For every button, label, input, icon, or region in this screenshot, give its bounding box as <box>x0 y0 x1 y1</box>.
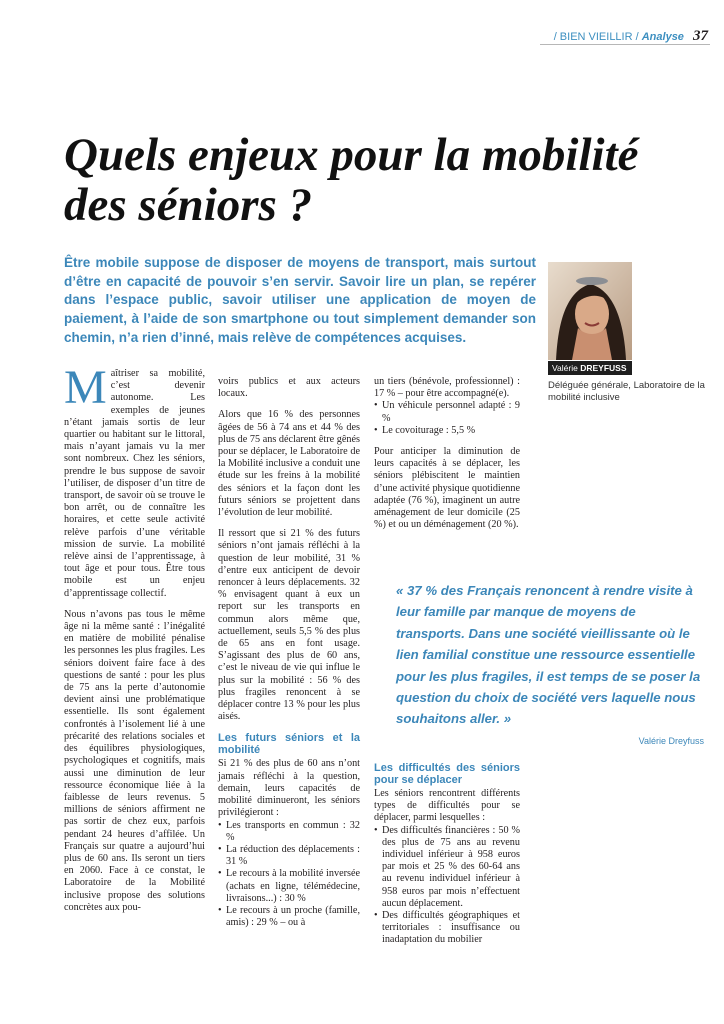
col1-paragraph-1 <box>64 361 205 600</box>
drop-cap: M <box>64 361 107 414</box>
column-2 <box>218 376 360 938</box>
page-number: 37 <box>693 28 708 44</box>
author-photo <box>548 262 632 360</box>
col2-paragraph-3: Il ressort que si 21 % des futurs séniors n’ont jamais réfléchi à la question de leur mobilité, 31 % d’entre eux anticipent de devoir renoncer à leurs déplacements. 32 % envisagent quant à eux un report sur les transports en commun alors même que, actuellement, seuls 5,5 % des plus de 65 ans en font usage. S’agissant des plus de 60 ans, c’est le niveau de vie qui influe le plus sur la mobilité : 56 % des plus fragiles renoncent à se déplacer contre 13 % pour les plus aisés. <box>218 528 360 723</box>
author-role: Déléguée générale, Laboratoire de la mobilité inclusive <box>548 380 705 403</box>
page-header <box>554 28 708 45</box>
list-item: • Le recours à un proche (famille, amis) : 29 % – ou à <box>218 905 360 929</box>
author-last-name: DREYFUSS <box>580 363 627 373</box>
column-4 <box>374 762 520 956</box>
header-subsection: Analyse <box>641 31 684 43</box>
header-section: / BIEN VIEILLIR / <box>553 31 639 43</box>
quote-signature: Valérie Dreyfuss <box>638 736 704 746</box>
article-title: Quels enjeux pour la mobilité des séniors ? <box>64 129 639 231</box>
article-lead: Être mobile suppose de disposer de moyens de transport, mais surtout d’être en capacité de pouvoir s’en servir. Savoir lire un plan, se repérer dans l’espace public, savoir utiliser une application de moyen de paiement, à l’aide de son smartphone ou tout simplement demander son chemin, n’a rien d’inné, mais relève de compétences acquises. <box>64 255 536 345</box>
pull-quote: « 37 % des Français renoncent à rendre visite à leur famille par manque de moyens de transports. Dans une société vieillissante où le lien familial constitue une ressource essentielle pour les plus fragiles, il est temps de se poser la question du choix de société vers laquelle nous souhaitons aller. » <box>396 583 701 727</box>
column-3 <box>374 376 520 540</box>
col2-paragraph-4: Si 21 % des plus de 60 ans n’ont jamais réfléchi à la question, demain, leurs capacités de mobilité diminueront, les séniors privilégieront : <box>218 758 360 819</box>
author-first-name: Valérie <box>552 363 578 373</box>
col3-bullet-list <box>374 400 520 437</box>
col2-heading: Les futurs séniors et la mobilité <box>218 732 360 757</box>
col4-bullet-list <box>374 825 520 947</box>
col2-bullet-list <box>218 820 360 930</box>
col2-paragraph-1: voirs publics et aux acteurs locaux. <box>218 376 360 400</box>
author-portrait-icon <box>548 262 632 360</box>
list-item: • Des difficultés géographiques et territoriales : insuffisance ou inadaptation du mobilier <box>374 910 520 947</box>
list-item: • Le recours à la mobilité inversée (achats en ligne, télémédecine, livraisons...) : 30 % <box>218 868 360 905</box>
col4-paragraph-1: Les séniors rencontrent différents types de difficultés pour se déplacer, parmi lesquelles : <box>374 788 520 824</box>
list-item: • Le covoiturage : 5,5 % <box>374 425 520 437</box>
list-item: • La réduction des déplacements : 31 % <box>218 844 360 868</box>
author-name-bar <box>548 361 632 375</box>
col3-paragraph-2: Pour anticiper la diminution de leurs capacités à se déplacer, les séniors plébiscitent le maintien d’une activité physique quotidienne adaptée (76 %), imaginent un autre aménagement de leur domicile (25 %) et ou un déménagement (20 %). <box>374 446 520 531</box>
list-item: • Des difficultés financières : 50 % des plus de 75 ans au revenu individuel inférieur à 958 euros par mois et 25 % des 60-64 ans au revenu individuel inférieur à 958 euros par mois n’effectuent aucun déplacement. <box>374 825 520 910</box>
col1-paragraph-2: Nous n’avons pas tous le même âge ni la même santé : l’inégalité en matière de mobilité pénalise les personnes les plus fragiles. Les séniors doivent faire face à des questions de santé : pour les plus de 75 ans la perte d’autonomie devient ainsi une problématique essentielle. Ils sont également confrontés à l’isolement lié à une précarité des relations sociales et des équilibres physiologiques, psychologiques et cognitifs, mais aussi une diminution de leur ressource économique liée à la faiblesse de leurs revenus. 5 millions de séniors affirment ne pas sortir de chez eux, parfois pendant 24 heures d’affilée. Un Français sur quatre a aujourd’hui plus de 60 ans. Ils seront un tiers en 2060. Face à ce constat, le Laboratoire de la Mobilité inclusive propose des solutions concrètes aux pou- <box>64 608 205 913</box>
list-item: • Un véhicule personnel adapté : 9 % <box>374 400 520 424</box>
column-1 <box>64 361 205 923</box>
col3-paragraph-1: un tiers (bénévole, professionnel) : 17 % – pour être accompagné(e). <box>374 376 520 400</box>
list-item: • Les transports en commun : 32 % <box>218 820 360 844</box>
col4-heading: Les difficultés des séniors pour se déplacer <box>374 762 520 786</box>
col1-p1-text: aîtriser sa mobilité, c’est devenir autonome. Les exemples de jeunes n’étant jamais sortis de leur quartier ou habitant sur le littoral, mais n’ayant jamais vu la mer sont nombreux. Chez les séniors, prendre le bus suppose de savoir l’utiliser, de disposer d’un titre de transport, de savoir où se trouve le bon arrêt, ou de connaître les horaires, et cette seule activité relève parfois d’une véritable mission de survie. La mobilité relève ainsi de l’apprentissage, à tout âge et pour tous. Être tous mobile est un enjeu d’apprentissage collectif. <box>64 368 205 599</box>
col2-paragraph-2: Alors que 16 % des personnes âgées de 56 à 74 ans et 44 % des plus de 75 ans déclarent être gênés pour se déplacer, le Laboratoire de la Mobilité inclusive a conduit une étude sur les freins à la mobilité des séniors et la façon dont les futurs séniors se projettent dans l’évolution de leur mobilité. <box>218 409 360 519</box>
header-rule <box>540 44 710 45</box>
